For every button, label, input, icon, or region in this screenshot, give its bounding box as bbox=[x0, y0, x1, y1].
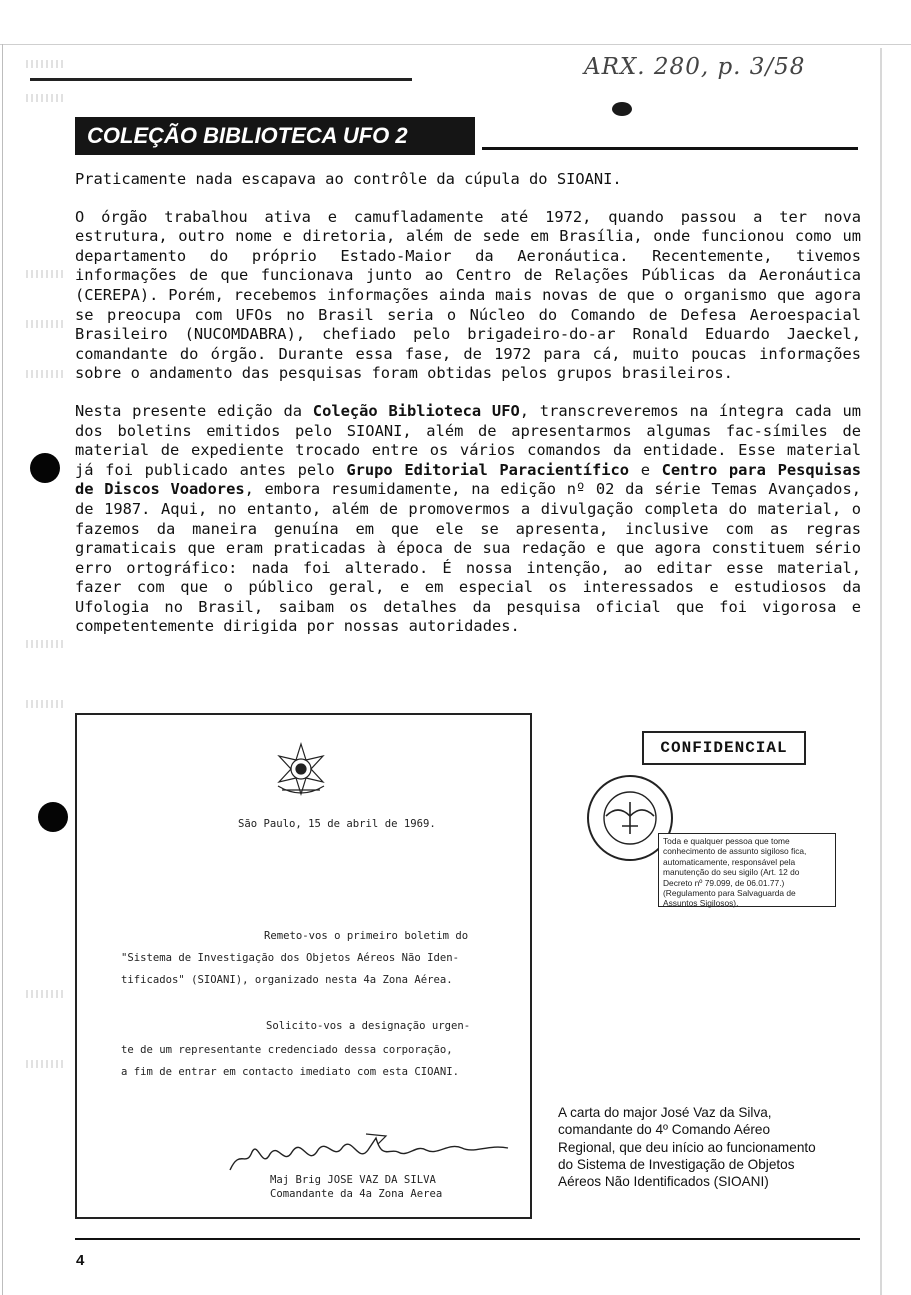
top-rule bbox=[30, 78, 412, 81]
letter-line-6: a fim de entrar em contacto imediato com esta CIOANI. bbox=[121, 1066, 460, 1078]
letter-date: São Paulo, 15 de abril de 1969. bbox=[238, 818, 436, 830]
signature-name: Maj Brig JOSE VAZ DA SILVA bbox=[270, 1174, 436, 1186]
footer-rule bbox=[75, 1238, 860, 1240]
margin-bleed-through bbox=[26, 640, 64, 648]
letter-line-5: te de um representante credenciado dessa corporação, bbox=[121, 1044, 453, 1056]
paragraph-2: O órgão trabalhou ativa e camufladamente até 1972, quando passou a ter nova estrutura, outro nome e diretoria, além de sede em Brasília, onde funcionou como um departamento do próprio Estado-Maior da Aeronáutica. Recentemente, tivemos informações de que funcionava junto ao Centro de Relações Públicas da Aeronáutica (CEREPA). Porém, recebemos informações ainda mais novas de que o organismo que agora se preocupa com UFOs no Brasil seria o Núcleo do Comando de Defesa Aeroespacial Brasileiro (NUCOMDABRA), chefiado pelo brigadeiro-do-ar Ronald Eduardo Jaeckel, comandante do órgão. Durante essa fase, de 1972 para cá, muito poucas informações sobre o andamento das pesquisas foram obtidas pelos grupos brasileiros. bbox=[75, 207, 861, 383]
margin-bleed-through bbox=[26, 94, 64, 102]
highlight-research-center: Centro para Pesquisas de Discos Voadores bbox=[75, 460, 861, 499]
signature-title: Comandante da 4a Zona Aerea bbox=[270, 1188, 443, 1200]
scan-edge-left bbox=[2, 44, 3, 1295]
letter-line-3: tificados" (SIOANI), organizado nesta 4a Zona Aérea. bbox=[121, 974, 453, 986]
coat-of-arms-icon bbox=[270, 742, 332, 800]
letter-line-1: Remeto-vos o primeiro boletim do bbox=[264, 930, 469, 942]
header-rule bbox=[482, 147, 858, 150]
margin-bleed-through bbox=[26, 320, 64, 328]
article-body bbox=[75, 170, 861, 655]
handwritten-archive-code: ARX. 280, p. 3/58 bbox=[584, 54, 806, 80]
scan-edge-top bbox=[0, 44, 911, 45]
page-number: 4 bbox=[76, 1252, 85, 1269]
figure-caption: A carta do major José Vaz da Silva, comandante do 4º Comando Aéreo Regional, que deu início ao funcionamento do Sistema de Investigação de Objetos Aéreos Não Identificados (SIOANI) bbox=[558, 1105, 816, 1190]
margin-bleed-through bbox=[26, 370, 64, 378]
punch-hole bbox=[38, 802, 68, 832]
highlight-collection-name: Coleção Biblioteca UFO bbox=[312, 401, 520, 420]
series-header: COLEÇÃO BIBLIOTECA UFO 2 bbox=[75, 117, 475, 155]
confidential-stamp: CONFIDENCIAL bbox=[642, 731, 806, 765]
letter-line-2: "Sistema de Investigação dos Objetos Aéreos Não Iden- bbox=[121, 952, 460, 964]
margin-bleed-through bbox=[26, 60, 64, 68]
margin-bleed-through bbox=[26, 270, 64, 278]
margin-bleed-through bbox=[26, 1060, 64, 1068]
secrecy-notice-stamp: Toda e qualquer pessoa que tome conhecimento de assunto sigiloso fica, automaticamente, responsável pela manutenção do seu sigilo (Art. 12 do Decreto nº 79.099, de 06.01.77.) (Regulamento para Salvaguarda de Assuntos Sigilosos). bbox=[658, 833, 836, 907]
letter-line-4: Solicito-vos a designação urgen- bbox=[266, 1020, 471, 1032]
paragraph-3: Nesta presente edição da Coleção Biblioteca UFO, transcreveremos na íntegra cada um dos boletins emitidos pelo SIOANI, além de apresentarmos algumas fac-símiles de material de expediente trocado entre os vários comandos da entidade. Esse material já foi publicado antes pelo Grupo Editorial Paracientífico e Centro para Pesquisas de Discos Voadores, embora resumidamente, na edição nº 02 da série Temas Avançados, de 1987. Aqui, no entanto, além de promovermos a divulgação completa do material, o fazemos da maneira genuína em que ele se apresenta, inclusive com as regras gramaticais que eram praticadas à época de sua redação e que agora constituem sério erro ortográfico: nada foi alterado. É nossa intenção, ao editar esse material, fazer com que o público geral, e em especial os interessados e estudiosos da Ufologia no Brasil, saibam os detalhes da pesquisa oficial que foi vigorosa e competentemente dirigida por nossas autoridades. bbox=[75, 401, 861, 636]
margin-bleed-through bbox=[26, 700, 64, 708]
ink-blot bbox=[612, 102, 632, 116]
scan-edge-right bbox=[880, 48, 882, 1295]
margin-bleed-through bbox=[26, 990, 64, 998]
paragraph-1: Praticamente nada escapava ao contrôle da cúpula do SIOANI. bbox=[75, 170, 622, 188]
highlight-publisher: Grupo Editorial Paracientífico bbox=[346, 460, 630, 479]
punch-hole bbox=[30, 453, 60, 483]
